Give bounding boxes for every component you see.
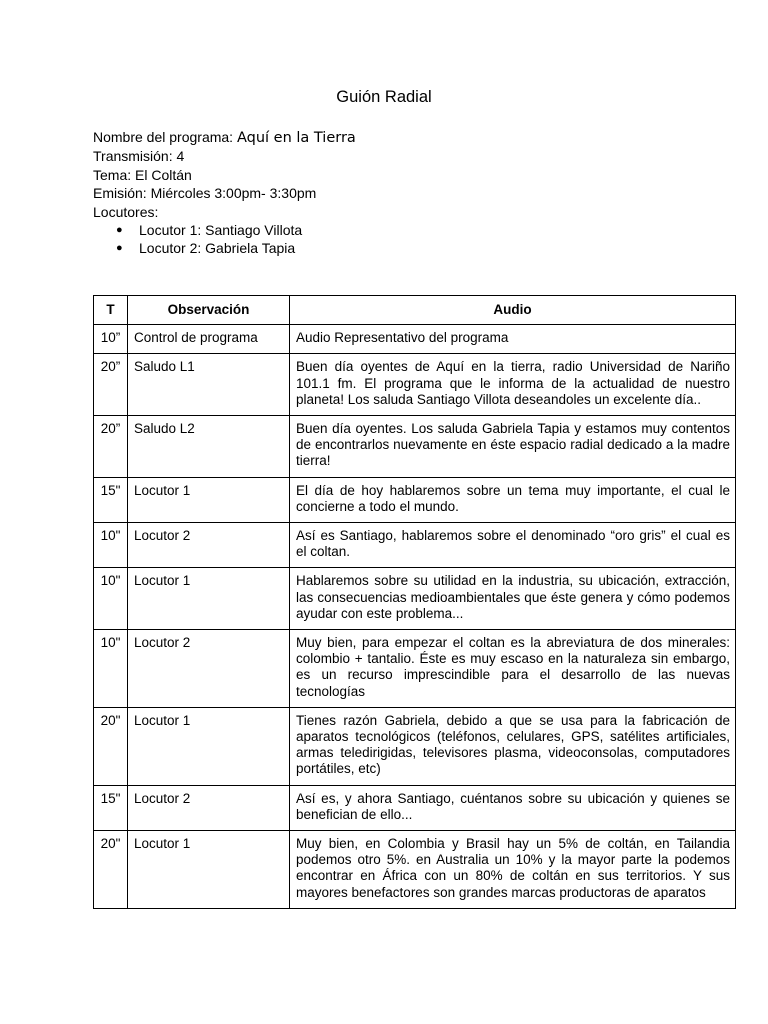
audio-cell: Hablaremos sobre su utilidad en la industria, su ubicación, extracción, las consecuencias medioambientales que éste genera y cómo podemos ayudar con este problema... [290, 568, 736, 630]
list-item [93, 221, 356, 239]
audio-cell: Tienes razón Gabriela, debido a que se usa para la fabricación de aparatos tecnológicos (teléfonos, celulares, GPS, satélites artificiales, armas teledirigidas, televisores plasma, videoconsolas, computadores portátiles, etc) [290, 707, 736, 785]
time-cell: 20” [94, 354, 128, 416]
time-cell: 10" [94, 523, 128, 568]
broadcast-line: Emisión: Miércoles 3:00pm- 3:30pm [93, 185, 317, 202]
time-cell: 10” [94, 325, 128, 354]
audio-cell: Muy bien, para empezar el coltan es la abreviatura de dos minerales: colombio + tantalio. Éste es muy escaso en la naturaleza sin embargo, es un recurso imprescindible para el desarrollo de las nuevas tecnologías [290, 630, 736, 708]
header-audio: Audio [290, 296, 736, 325]
table-row [94, 416, 736, 478]
audio-cell: Así es Santiago, hablaremos sobre el denominado “oro gris” el cual es el coltan. [290, 523, 736, 568]
transmission-line: Transmisión: 4 [93, 148, 185, 165]
table-row [94, 354, 736, 416]
page-title: Guión Radial [336, 88, 432, 106]
audio-cell: Muy bien, en Colombia y Brasil hay un 5% de coltán, en Tailandia podemos otro 5%. en Australia un 10% y la mayor parte la podemos encontrar en África con un 80% de coltán en sus territorios. Y sus mayores benefactores son grandes marcas productoras de aparatos [290, 831, 736, 909]
observation-cell: Locutor 1 [128, 568, 290, 630]
table-row [94, 630, 736, 708]
table-row [94, 707, 736, 785]
audio-cell: Buen día oyentes de Aquí en la tierra, radio Universidad de Nariño 101.1 fm. El programa que le informa de la actualidad de nuestro planeta! Los saluda Santiago Villota deseandoles un excelente día.. [290, 354, 736, 416]
hosts-label: Locutores: [93, 203, 159, 220]
observation-cell: Locutor 1 [128, 707, 290, 785]
audio-cell: Audio Representativo del programa [290, 325, 736, 354]
observation-cell: Locutor 2 [128, 523, 290, 568]
table-row [94, 568, 736, 630]
observation-cell: Locutor 1 [128, 477, 290, 522]
host-name: Locutor 2: Gabriela Tapia [139, 240, 296, 257]
table-row [94, 477, 736, 522]
table-row [94, 325, 736, 354]
table-row [94, 785, 736, 830]
audio-cell: Así es, y ahora Santiago, cuéntanos sobre su ubicación y quienes se benefician de ello... [290, 785, 736, 830]
observation-cell: Locutor 2 [128, 785, 290, 830]
bullet-icon: ● [116, 224, 123, 237]
hosts-list [93, 221, 356, 258]
time-cell: 20" [94, 831, 128, 909]
table-row [94, 831, 736, 909]
observation-cell: Control de programa [128, 325, 290, 354]
table-header-row [94, 296, 736, 325]
list-item [93, 239, 356, 257]
observation-cell: Locutor 2 [128, 630, 290, 708]
observation-cell: Locutor 1 [128, 831, 290, 909]
observation-cell: Saludo L2 [128, 416, 290, 478]
time-cell: 20” [94, 416, 128, 478]
header-observation: Observación [128, 296, 290, 325]
host-name: Locutor 1: Santiago Villota [139, 222, 303, 239]
audio-cell: Buen día oyentes. Los saluda Gabriela Tapia y estamos muy contentos de encontrarlos nuevamente en éste espacio radial dedicado a la madre tierra! [290, 416, 736, 478]
script-table [93, 295, 736, 909]
time-cell: 15" [94, 477, 128, 522]
observation-cell: Saludo L1 [128, 354, 290, 416]
bullet-icon: ● [116, 242, 123, 255]
time-cell: 10" [94, 568, 128, 630]
header-time: T [94, 296, 128, 325]
time-cell: 20" [94, 707, 128, 785]
audio-cell: El día de hoy hablaremos sobre un tema muy importante, el cual le concierne a todo el mundo. [290, 477, 736, 522]
program-name-value: Aquí en la Tierra [236, 130, 356, 146]
table-row [94, 523, 736, 568]
time-cell: 15" [94, 785, 128, 830]
program-info [93, 128, 356, 258]
topic-line: Tema: El Coltán [93, 166, 192, 183]
program-name-label: Nombre del programa: [93, 129, 237, 145]
program-name-line [93, 128, 356, 147]
time-cell: 10" [94, 630, 128, 708]
